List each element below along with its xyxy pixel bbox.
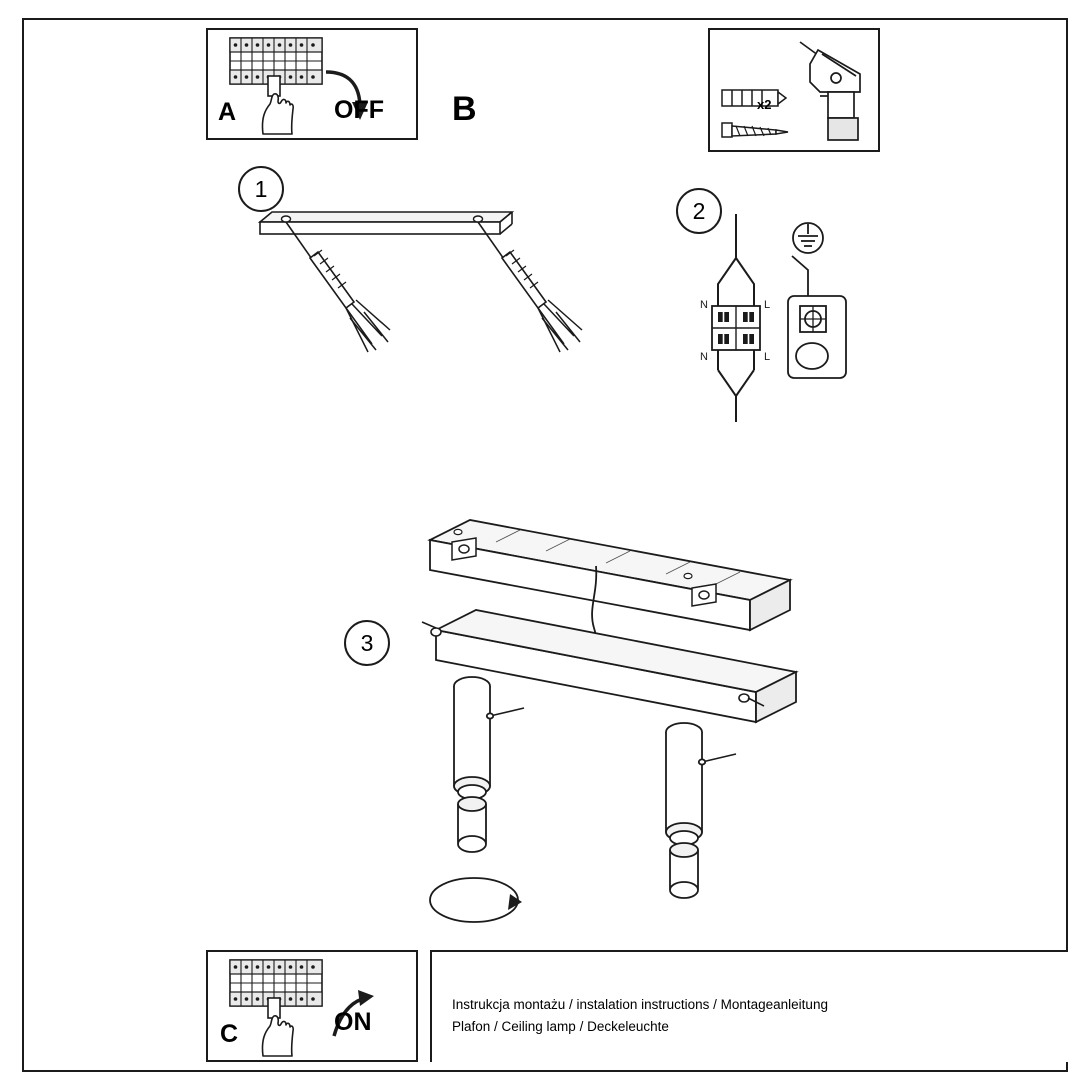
footer-line-2: Plafon / Ceiling lamp / Deckeleuchte — [452, 1019, 669, 1034]
panel-c-action-label: ON — [334, 1008, 372, 1036]
panel-a — [206, 28, 418, 140]
screw-icon — [722, 123, 788, 137]
terminal-block-hand-icon — [208, 952, 416, 1060]
panel-hardware — [708, 28, 880, 152]
panel-a-action-label: OFF — [334, 96, 384, 124]
panel-a-label: A — [218, 98, 237, 126]
step-2-wiring-diagram — [688, 210, 888, 425]
panel-b-label: B — [452, 90, 477, 128]
panel-c-label: C — [220, 1020, 239, 1048]
step-3-lamp-assembly-diagram — [400, 470, 820, 950]
hardware-quantity-label: x2 — [757, 97, 772, 112]
terminal-label-l-top: L — [764, 299, 771, 311]
terminal-label-l-bottom: L — [764, 351, 771, 363]
terminal-label-n-top: N — [700, 299, 708, 311]
step-1-number: 1 — [254, 175, 268, 202]
step-3-number: 3 — [360, 629, 374, 656]
step-1-mounting-plate-diagram — [250, 200, 680, 420]
step-2-number: 2 — [692, 197, 706, 224]
lamp-holder-icon — [788, 256, 846, 378]
wall-plug-icon — [722, 90, 786, 106]
earth-ground-icon — [793, 223, 823, 253]
footer-text — [452, 994, 1052, 1038]
terminal-label-n-bottom: N — [700, 351, 708, 363]
footer-line-1: Instrukcja montażu / instalation instructions / Montageanleitung — [452, 997, 828, 1012]
step-3-badge — [344, 620, 390, 666]
terminal-block-hand-icon — [208, 30, 416, 138]
drill-icon — [800, 42, 860, 140]
